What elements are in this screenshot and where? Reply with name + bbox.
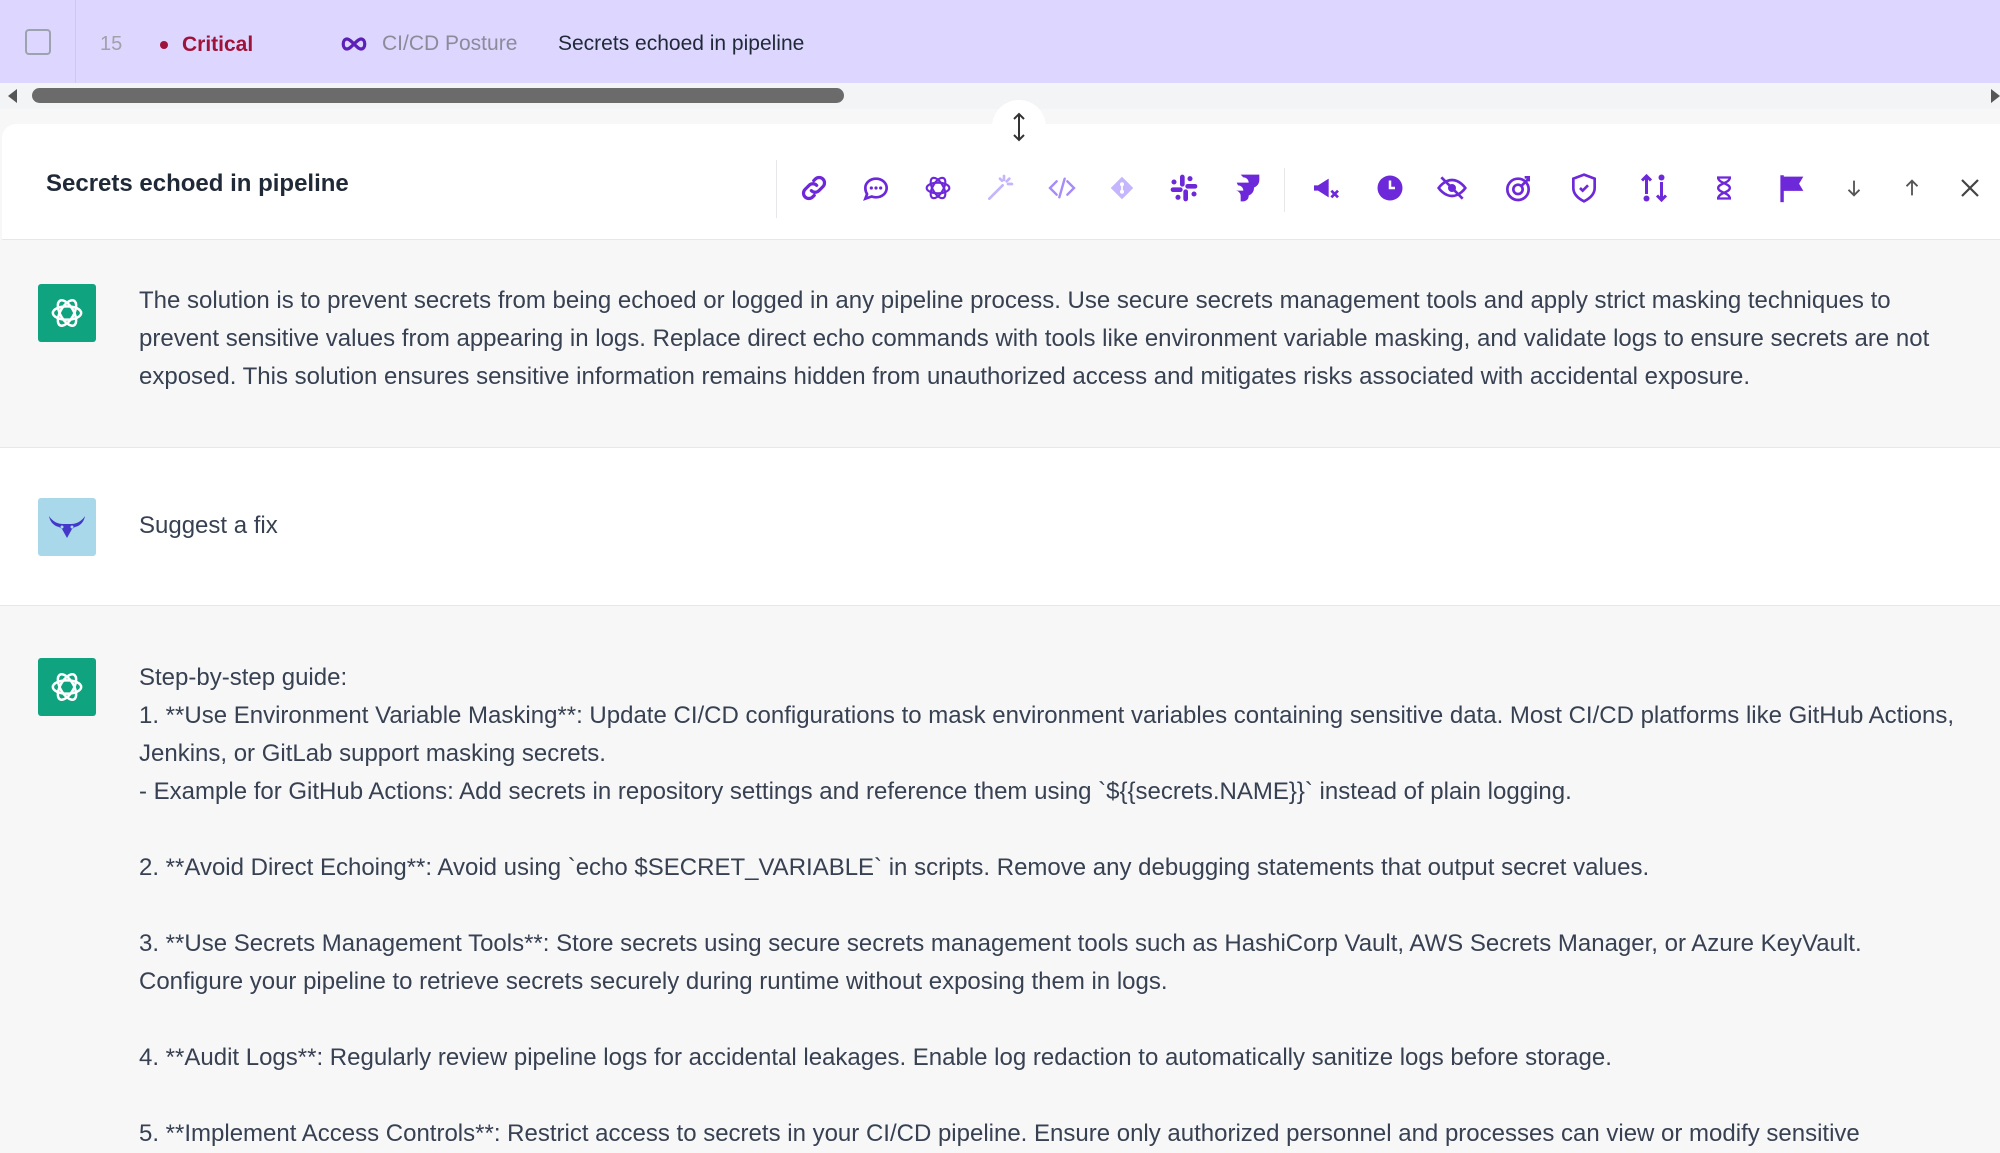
- chat-message-assistant: [0, 240, 2000, 448]
- wand-icon: [984, 172, 1016, 204]
- risk-accept-button[interactable]: [1498, 168, 1538, 208]
- target-icon: [1502, 172, 1534, 204]
- chat-message-user: [0, 448, 2000, 606]
- arrow-down-icon: [1843, 177, 1865, 199]
- scroll-right-icon[interactable]: [1991, 89, 2000, 103]
- bull-logo-icon: [47, 512, 87, 542]
- next-finding-button[interactable]: [1834, 168, 1874, 208]
- finding-title-cell[interactable]: Secrets echoed in pipeline: [558, 32, 805, 55]
- severity-dot-icon: [160, 41, 168, 49]
- flag-button[interactable]: [1772, 168, 1812, 208]
- close-panel-button[interactable]: [1950, 168, 1990, 208]
- jira-button[interactable]: [1226, 168, 1266, 208]
- row-checkbox-cell: [0, 0, 76, 83]
- findings-table-row[interactable]: [0, 0, 2000, 83]
- code-button[interactable]: [1042, 168, 1082, 208]
- toolbar-divider: [1284, 168, 1285, 212]
- sync-button[interactable]: [1634, 168, 1674, 208]
- flag-icon: [1775, 171, 1809, 205]
- clock-icon: [1375, 173, 1405, 203]
- assistant-avatar: [38, 658, 96, 716]
- message-text: Suggest a fix: [139, 512, 278, 539]
- openai-icon: [47, 667, 87, 707]
- eye-off-icon: [1436, 172, 1468, 204]
- protect-button[interactable]: [1564, 168, 1604, 208]
- scrollbar-thumb[interactable]: [32, 88, 844, 103]
- openai-icon: [922, 172, 954, 204]
- git-button[interactable]: [1102, 168, 1142, 208]
- category-cell: [340, 32, 517, 56]
- resize-vertical-icon: [1012, 112, 1026, 142]
- ai-assist-button[interactable]: [918, 168, 958, 208]
- slack-button[interactable]: [1164, 168, 1204, 208]
- assistant-avatar: [38, 284, 96, 342]
- auto-fix-button[interactable]: [980, 168, 1020, 208]
- row-number: 15: [100, 33, 123, 55]
- row-checkbox[interactable]: [25, 29, 51, 55]
- comment-icon: [860, 172, 892, 204]
- comment-button[interactable]: [856, 168, 896, 208]
- arrow-up-icon: [1901, 177, 1923, 199]
- hourglass-icon: [1710, 174, 1738, 202]
- link-icon: [798, 172, 830, 204]
- mute-button[interactable]: [1306, 168, 1346, 208]
- horizontal-scrollbar[interactable]: [0, 83, 2000, 109]
- jira-icon: [1230, 172, 1262, 204]
- megaphone-off-icon: [1310, 172, 1342, 204]
- panel-title: Secrets echoed in pipeline: [46, 170, 349, 197]
- shield-check-icon: [1568, 172, 1600, 204]
- panel-resize-handle[interactable]: [992, 100, 1046, 150]
- code-icon: [1046, 172, 1078, 204]
- message-text: The solution is to prevent secrets from being echoed or logged in any pipeline process. Use secure secrets management tools and apply strict masking techniques to prevent sensitive values from appearing in logs. Replace direct echo commands with tools like environment variable masking, and validate logs to ensure secrets are not exposed. This solution ensures sensitive information remains hidden from unauthorized access and mitigates risks associated with accidental exposure.: [139, 287, 1936, 390]
- category-label: CI/CD Posture: [382, 32, 518, 55]
- previous-finding-button[interactable]: [1892, 168, 1932, 208]
- snooze-button[interactable]: [1370, 168, 1410, 208]
- link-button[interactable]: [794, 168, 834, 208]
- close-icon: [1958, 176, 1982, 200]
- severity-badge: [160, 33, 253, 57]
- pending-button[interactable]: [1704, 168, 1744, 208]
- sync-icon: [1636, 170, 1672, 206]
- severity-label: Critical: [182, 33, 254, 56]
- slack-icon: [1168, 172, 1200, 204]
- scroll-left-icon[interactable]: [8, 89, 17, 103]
- message-text: Step-by-step guide: 1. **Use Environment Variable Masking**: Update CI/CD configurations to mask environment variables containing sensitive data. Most CI/CD platforms like GitHub Actions, Jenkins, or GitLab support masking secrets. - Example for GitHub Actions: Add secrets in repository settings and reference them using `${{secrets.NAME}}` instead of plain logging. 2. **Avoid Direct Echoing**: Avoid using `echo $SECRET_VARIABLE` in scripts. Remove any debugging statements that output secret values. 3. **Use Secrets Management Tools**: Store secrets using secure secrets management tools such as HashiCorp Vault, AWS Secrets Manager, or Azure KeyVault. Configure your pipeline to retrieve secrets securely during runtime without exposing them in logs. 4. **Audit Logs**: Regularly review pipeline logs for accidental leakages. Enable log redaction to automatically sanitize logs before storage. 5. **Implement Access Controls**: Restrict access to secrets in your CI/CD pipeline. Ensure only authorized personnel and processes can view or modify sensitive: [139, 664, 1955, 1147]
- openai-icon: [47, 293, 87, 333]
- ignore-button[interactable]: [1432, 168, 1472, 208]
- chat-message-assistant: [0, 606, 2000, 1151]
- toolbar-divider: [776, 160, 777, 218]
- git-icon: [1107, 173, 1137, 203]
- infinity-icon: [340, 36, 368, 52]
- user-avatar: [38, 498, 96, 556]
